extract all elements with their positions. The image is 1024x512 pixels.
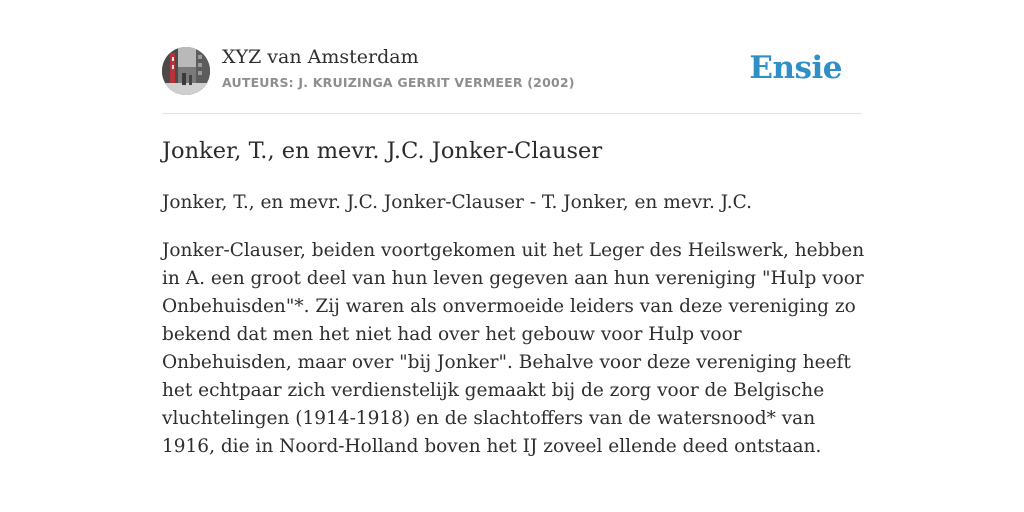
book-cover-avatar[interactable] — [162, 47, 210, 95]
street-photo-icon — [162, 47, 210, 95]
entry-title: Jonker, T., en mevr. J.C. Jonker-Clauser — [162, 138, 603, 164]
entry-body: Jonker-Clauser, beiden voortgekomen uit het Leger des Heilswerk, hebben in A. een groot deel van hun leven gegeven aan hun vereniging "Hulp voor Onbehuisden"*. Zij waren als onvermoeide leiders van deze vereniging zo bekend dat men het niet had over het gebouw voor Hulp voor Onbehuisden, maar over "bij Jonker". Behalve voor deze vereniging heeft het echtpaar zich verdienstelijk gemaakt bij de zorg voor de Belgische vluchtelingen (1914-1918) en de slachtoffers van de watersnood* van 1916, die in Noord-Holland boven het IJ zoveel ellende deed ontstaan. — [162, 240, 865, 457]
header-divider — [162, 113, 862, 114]
book-authors: AUTEURS: J. KRUIZINGA GERRIT VERMEER (2002) — [222, 75, 575, 90]
ensie-logo[interactable]: Ensie — [749, 50, 842, 86]
book-title[interactable]: XYZ van Amsterdam — [222, 46, 419, 68]
entry-summary: Jonker, T., en mevr. J.C. Jonker-Clauser - T. Jonker, en mevr. J.C. — [162, 192, 752, 213]
book-header — [162, 46, 862, 96]
